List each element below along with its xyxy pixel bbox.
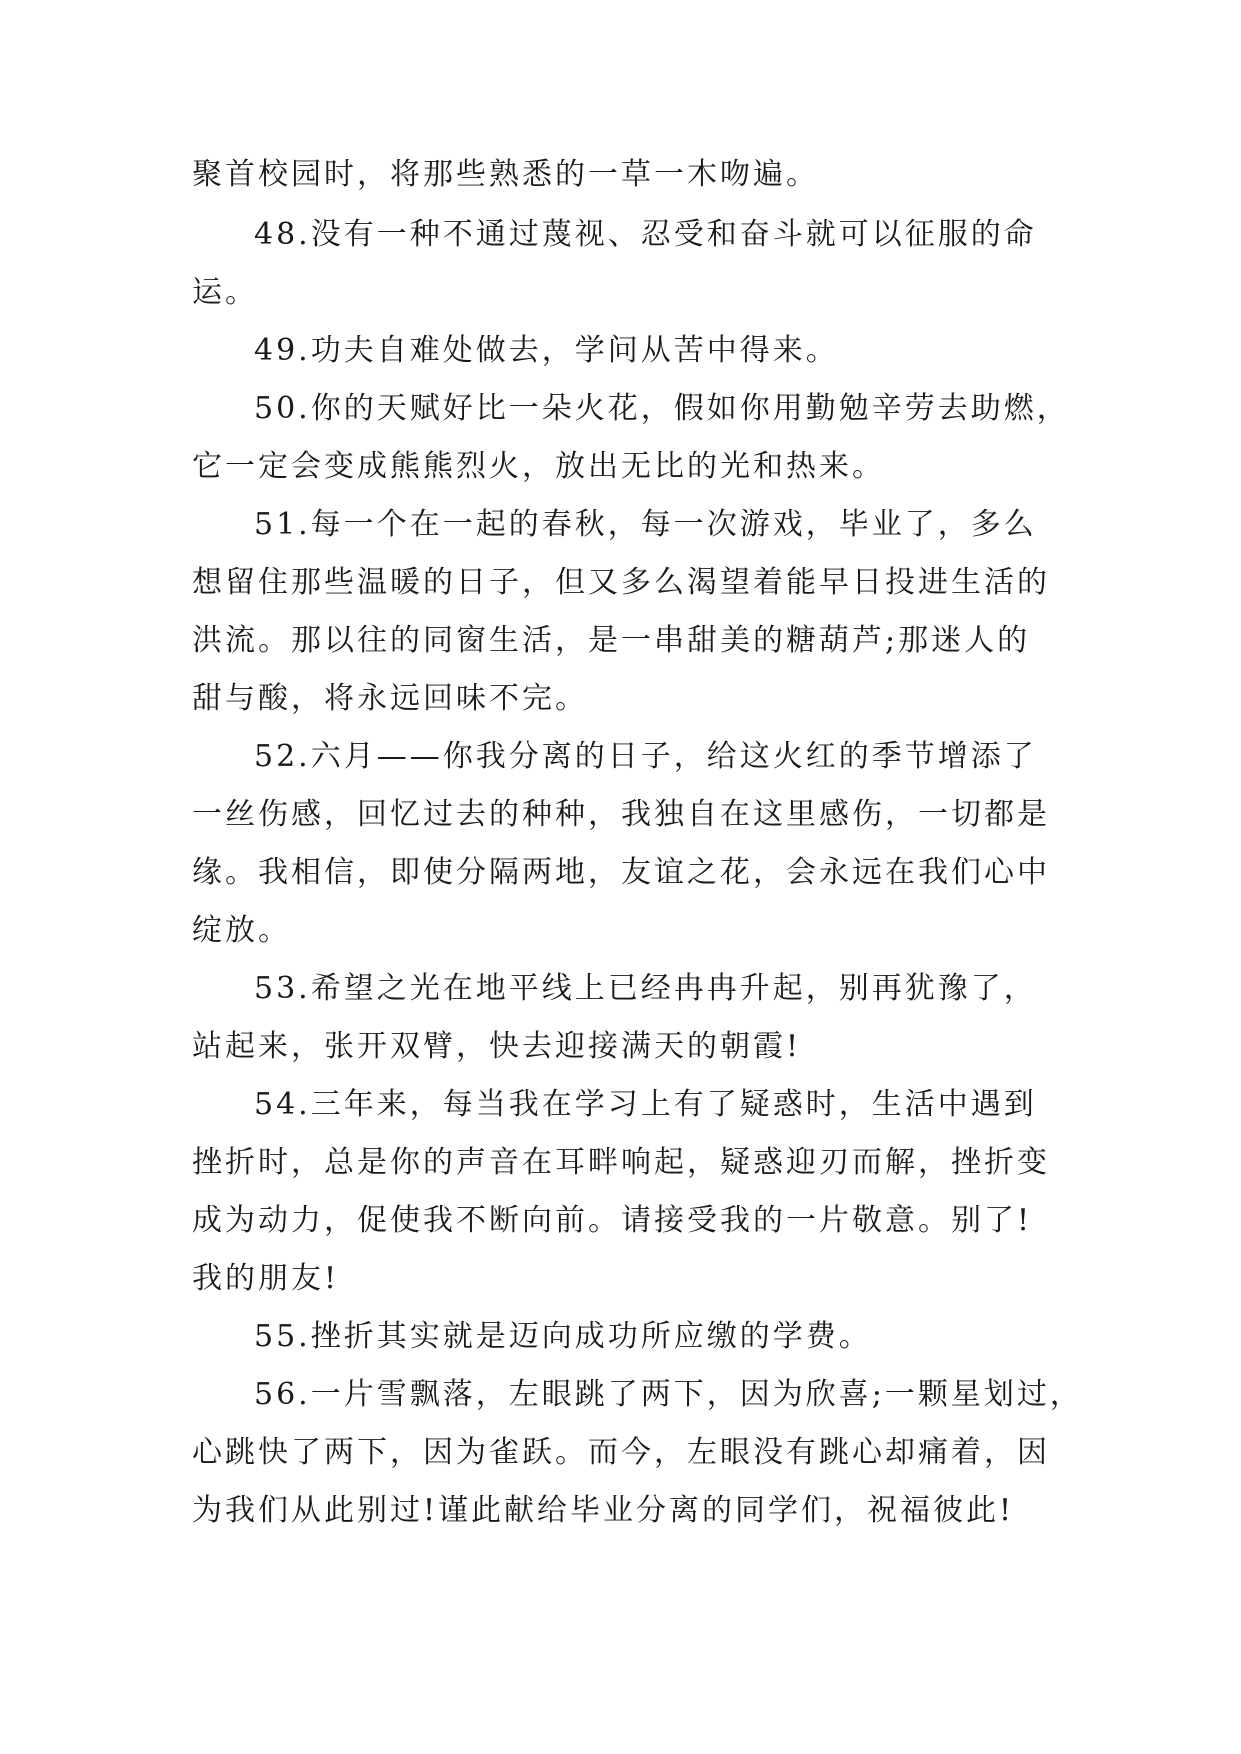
text-line <box>0 1308 1241 1366</box>
text-line <box>0 1134 1241 1192</box>
text-line <box>0 554 1241 612</box>
line-text: 53.希望之光在地平线上已经冉冉升起，别再犹豫了， <box>254 971 1037 1006</box>
text-line <box>0 1250 1241 1308</box>
line-text: 它一定会变成熊熊烈火，放出无比的光和热来。 <box>192 449 885 484</box>
text-line <box>0 380 1241 438</box>
line-text: 56.一片雪飘落，左眼跳了两下，因为欣喜;一颗星划过， <box>254 1377 1083 1412</box>
line-text: 我的朋友! <box>192 1261 340 1296</box>
line-text: 一丝伤感，回忆过去的种种，我独自在这里感伤，一切都是 <box>192 797 1050 832</box>
line-text: 52.六月——你我分离的日子，给这火红的季节增添了 <box>254 739 1037 774</box>
text-line <box>0 1424 1241 1482</box>
line-text: 心跳快了两下，因为雀跃。而今，左眼没有跳心却痛着，因 <box>192 1435 1050 1470</box>
line-text: 54.三年来，每当我在学习上有了疑惑时，生活中遇到 <box>254 1087 1037 1122</box>
line-text: 洪流。那以往的同窗生活，是一串甜美的糖葫芦;那迷人的 <box>192 623 1031 658</box>
line-text: 51.每一个在一起的春秋，每一次游戏，毕业了，多么 <box>254 507 1037 542</box>
text-line <box>0 496 1241 554</box>
text-line <box>0 206 1241 264</box>
text-line <box>0 146 1241 204</box>
text-line <box>0 264 1241 322</box>
line-text: 48.没有一种不通过蔑视、忍受和奋斗就可以征服的命 <box>254 217 1037 252</box>
line-text: 55.挫折其实就是迈向成功所应缴的学费。 <box>254 1319 872 1354</box>
text-line <box>0 960 1241 1018</box>
text-line <box>0 438 1241 496</box>
text-line <box>0 844 1241 902</box>
text-line <box>0 1366 1241 1424</box>
line-text: 挫折时，总是你的声音在耳畔响起，疑惑迎刃而解，挫折变 <box>192 1145 1050 1180</box>
line-text: 站起来，张开双臂，快去迎接满天的朝霞! <box>192 1029 802 1064</box>
line-text: 想留住那些温暖的日子，但又多么渴望着能早日投进生活的 <box>192 565 1050 600</box>
text-line <box>0 728 1241 786</box>
line-text: 甜与酸，将永远回味不完。 <box>192 681 588 716</box>
line-text: 缘。我相信，即使分隔两地，友谊之花，会永远在我们心中 <box>192 855 1050 890</box>
line-text: 49.功夫自难处做去，学问从苦中得来。 <box>254 333 839 368</box>
line-text: 聚首校园时，将那些熟悉的一草一木吻遍。 <box>192 157 819 192</box>
text-line <box>0 902 1241 960</box>
line-text: 为我们从此别过!谨此献给毕业分离的同学们，祝福彼此! <box>192 1493 1015 1528</box>
text-line <box>0 612 1241 670</box>
text-line <box>0 670 1241 728</box>
line-text: 50.你的天赋好比一朵火花，假如你用勤勉辛劳去助燃， <box>254 391 1070 426</box>
line-text: 运。 <box>192 275 258 310</box>
text-line <box>0 1018 1241 1076</box>
text-line <box>0 786 1241 844</box>
text-line <box>0 1192 1241 1250</box>
text-line <box>0 1076 1241 1134</box>
text-line <box>0 1482 1241 1540</box>
line-text: 绽放。 <box>192 913 291 948</box>
text-line <box>0 322 1241 380</box>
line-text: 成为动力，促使我不断向前。请接受我的一片敬意。别了! <box>192 1203 1033 1238</box>
